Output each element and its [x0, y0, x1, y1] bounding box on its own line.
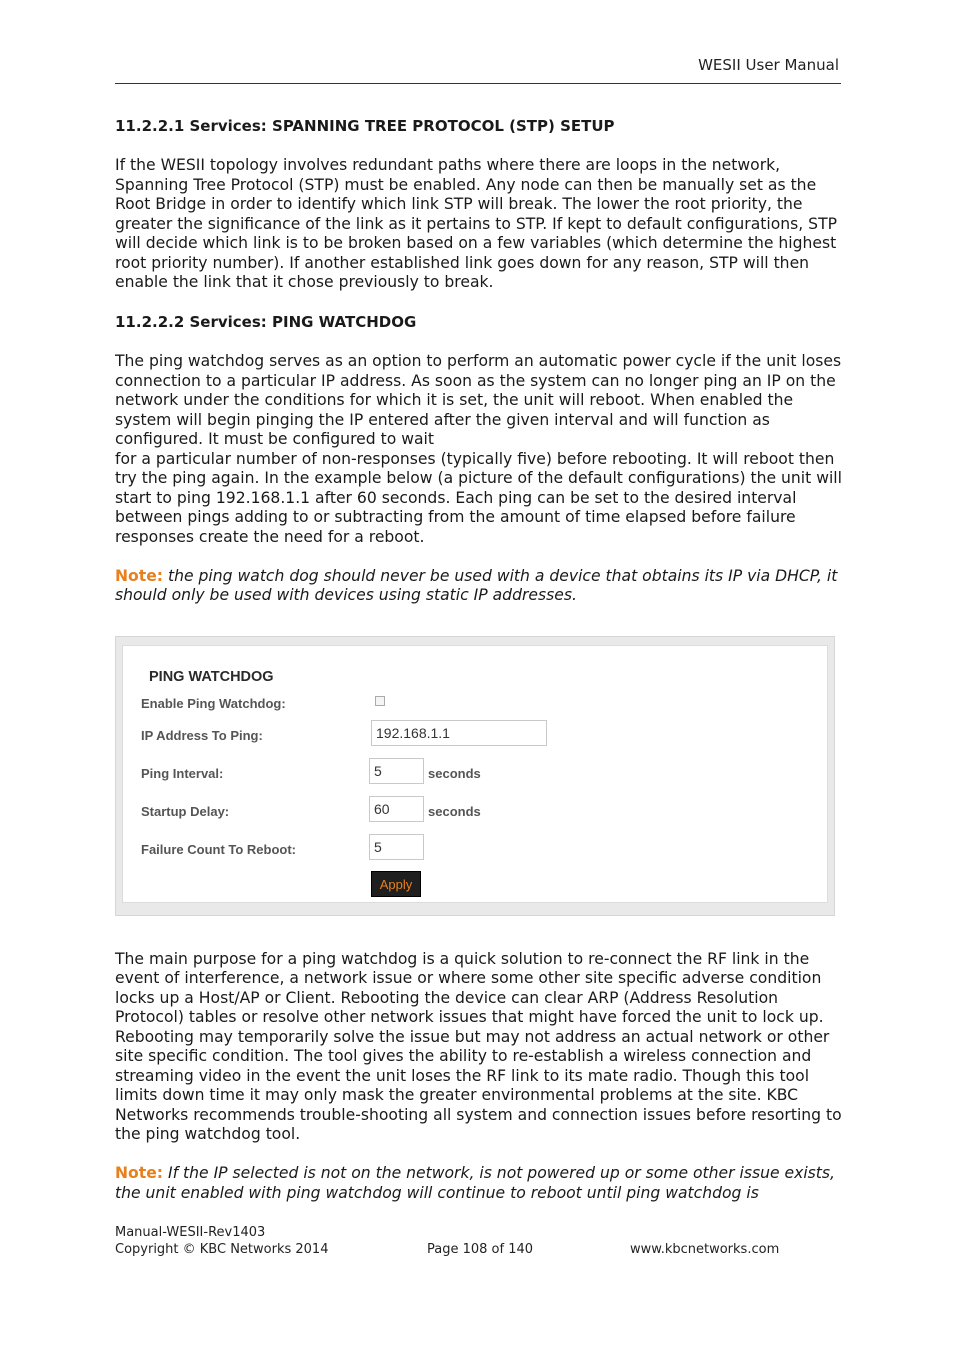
note-reboot [115, 1164, 845, 1203]
startup-unit: seconds [428, 803, 481, 819]
doc-id: Manual-WESII-Rev1403 [115, 1225, 266, 1240]
failure-input[interactable]: 5 [369, 834, 424, 860]
note-text: the ping watch dog should never be used with a device that obtains its IP via DHCP, it should only be used with devices using static IP addresses. [115, 566, 838, 604]
stp-paragraph: If the WESII topology involves redundant paths where there are loops in the network, Spanning Tree Protocol (STP) must be enabled. Any node can then be manually set as the Root Bridge in order to identify which link STP will break. The lower the root priority, the greater the significance of the link as it pertains to STP. If kept to default configurations, STP will decide which link is to be broken based on a few variables (which determine the highest root priority number). If another established link goes down for any reason, STP will then enable the link that it chose previously to break. [115, 156, 837, 291]
ping-paragraph-c: The main purpose for a ping watchdog is a quick solution to re-connect the RF link in the event of interference, a network issue or where some other site specific adverse condition locks up a Host/AP or Client. Rebooting the device can clear ARP (Address Resolution Protocol) tables or resolve other network issues that might have forced the unit to lock up. Rebooting may temporarily solve the issue but may not address an actual network or other site specific condition. The tool gives the ability to re-establish a wireless connection and streaming video in the event the unit loses the RF link to its mate radio. Though this tool limits down time it may only mask the greater environmental problems at the site. KBC Networks recommends trouble-shooting all system and connection issues before resorting to the ping watchdog tool. [115, 949, 842, 1143]
failure-label: Failure Count To Reboot: [141, 841, 297, 857]
stp-heading: 11.2.2.1 Services: SPANNING TREE PROTOCOL (STP) SETUP [115, 117, 615, 135]
note-text: If the IP selected is not on the network, is not powered up or some other issue exists, the unit enabled with ping watchdog will continue to reboot until ping watchdog is [115, 1164, 835, 1202]
interval-unit: seconds [428, 765, 481, 781]
page-number: Page 108 of 140 [427, 1242, 534, 1257]
ping-paragraph-b: for a particular number of non-responses (typically five) before rebooting. It will reboot then try the ping again. In the example below (a picture of the default configurations) the unit will start to ping 192.168.1.1 after 60 seconds. Each ping can be set to the desired interval between pings adding to or subtracting from the amount of time elapsed before failure responses create the need for a reboot. [115, 449, 842, 546]
interval-label: Ping Interval: [141, 765, 224, 781]
panel-title: PING WATCHDOG [149, 668, 274, 685]
enable-label: Enable Ping Watchdog: [141, 695, 286, 711]
note-label: Note: [115, 566, 164, 585]
footer-left [115, 1224, 328, 1258]
ping-watchdog-panel [122, 645, 828, 903]
note-dhcp [115, 567, 845, 606]
startup-input[interactable]: 60 [369, 796, 424, 822]
note-label: Note: [115, 1164, 164, 1182]
website-link[interactable]: www.kbcnetworks.com [630, 1242, 780, 1257]
enable-checkbox[interactable] [375, 696, 385, 706]
copyright: Copyright © KBC Networks 2014 [115, 1242, 329, 1257]
ip-label: IP Address To Ping: [141, 727, 263, 743]
header-divider [115, 83, 841, 84]
ping-watchdog-screenshot [115, 636, 835, 916]
header-title: WESII User Manual [698, 56, 839, 74]
ping-heading: 11.2.2.2 Services: PING WATCHDOG [115, 313, 417, 331]
ip-input[interactable]: 192.168.1.1 [371, 720, 547, 746]
apply-button[interactable]: Apply [371, 871, 421, 897]
startup-label: Startup Delay: [141, 803, 230, 819]
interval-input[interactable]: 5 [369, 758, 424, 784]
page-content [115, 116, 845, 1223]
ping-paragraph-a: The ping watchdog serves as an option to perform an automatic power cycle if the unit loses connection to a particular IP address. As soon as the system can no longer ping an IP on the network under the conditions for which it is set, the unit will reboot. When enabled the system will begin pinging the IP entered after the given interval and will function as configured. It must be configured to wait [115, 352, 842, 448]
